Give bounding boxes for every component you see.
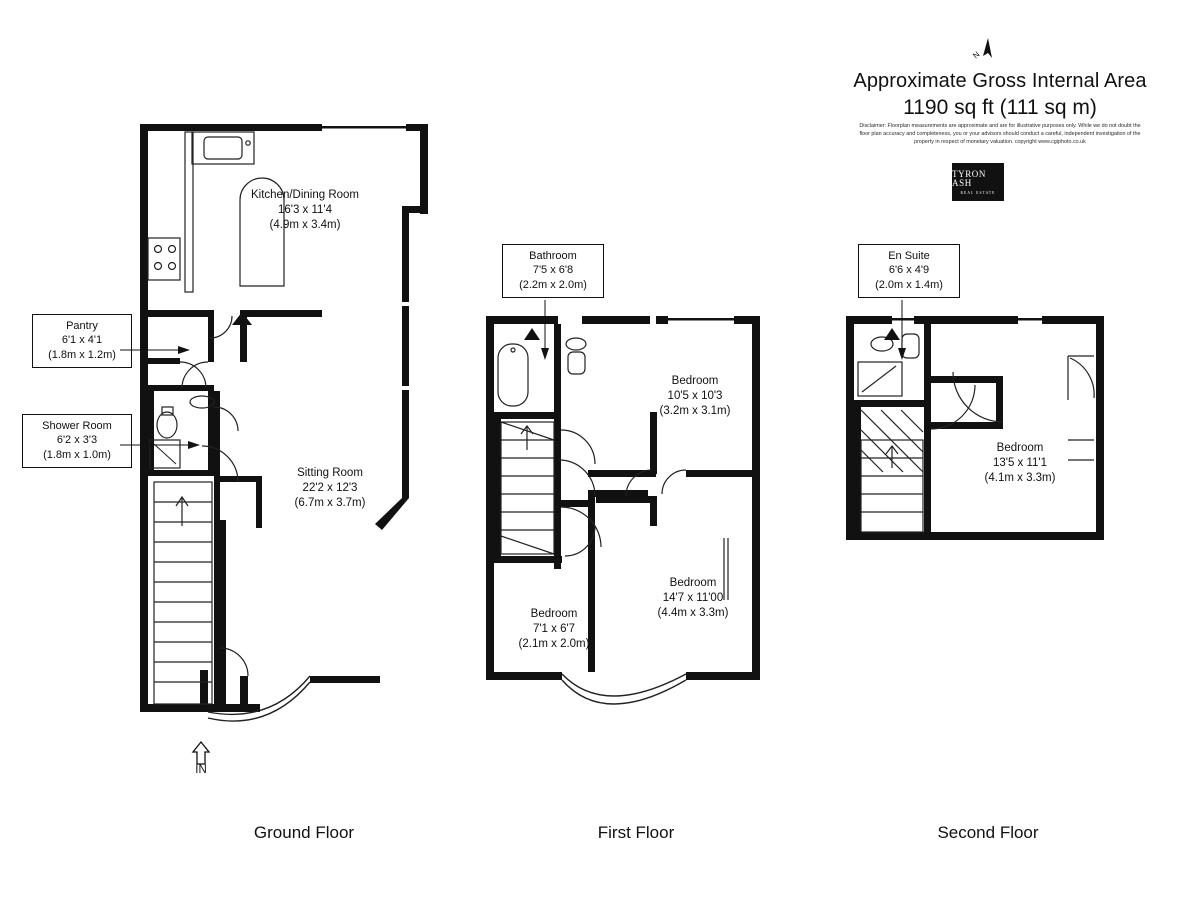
header-block	[845, 70, 1155, 120]
callout-shower-room: Shower Room 6'2 x 3'3 (1.8m x 1.0m)	[22, 414, 132, 468]
callout-bathroom: Bathroom 7'5 x 6'8 (2.2m x 2.0m)	[502, 244, 604, 298]
entrance-label: IN	[195, 764, 207, 776]
room-label-bedroom-second: Bedroom 13'5 x 11'1 (4.1m x 3.3m)	[984, 442, 1056, 485]
room-label-kitchen-dining: Kitchen/Dining Room 16'3 x 11'4 (4.9m x 3.4m)	[250, 189, 360, 232]
brand-logo	[952, 163, 1004, 201]
leader-shower-room	[120, 440, 200, 450]
leader-en-suite	[897, 300, 907, 360]
room-label-bedroom-first-small: Bedroom 7'1 x 6'7 (2.1m x 2.0m)	[518, 608, 590, 651]
callout-en-suite: En Suite 6'6 x 4'9 (2.0m x 1.4m)	[858, 244, 960, 298]
compass-icon	[968, 36, 1004, 70]
page-subtitle: 1190 sq ft (111 sq m)	[903, 96, 1097, 119]
floor-caption-first: First Floor	[597, 823, 675, 842]
disclaimer-text: Disclaimer: Floorplan measurements are approximate and are for illustrative purposes only. While we do not doubt the floor plan accuracy and completeness, you or your advisors should conduct a careful, independent investigation of the property in respect of monetary valuation. copyright www.cgiphoto.co.uk	[859, 123, 1141, 146]
svg-text:N: N	[971, 49, 982, 61]
logo-tagline: REAL ESTATE	[960, 190, 996, 195]
room-label-bedroom-first-front: Bedroom 10'5 x 10'3 (3.2m x 3.1m)	[659, 375, 731, 418]
floor-caption-second: Second Floor	[937, 823, 1039, 842]
leader-pantry	[120, 345, 190, 355]
room-label-bedroom-first-rear: Bedroom 14'7 x 11'00 (4.4m x 3.3m)	[657, 577, 729, 620]
first-floor-plan	[470, 300, 780, 720]
floor-caption-ground: Ground Floor	[253, 823, 355, 842]
room-label-sitting-room: Sitting Room 22'2 x 12'3 (6.7m x 3.7m)	[294, 467, 366, 510]
entrance-arrow-icon	[188, 740, 214, 766]
logo-name: TYRON ASH	[952, 168, 986, 188]
callout-pantry: Pantry 6'1 x 4'1 (1.8m x 1.2m)	[32, 314, 132, 368]
leader-bathroom	[540, 300, 550, 360]
page-title: Approximate Gross Internal Area	[853, 70, 1147, 92]
